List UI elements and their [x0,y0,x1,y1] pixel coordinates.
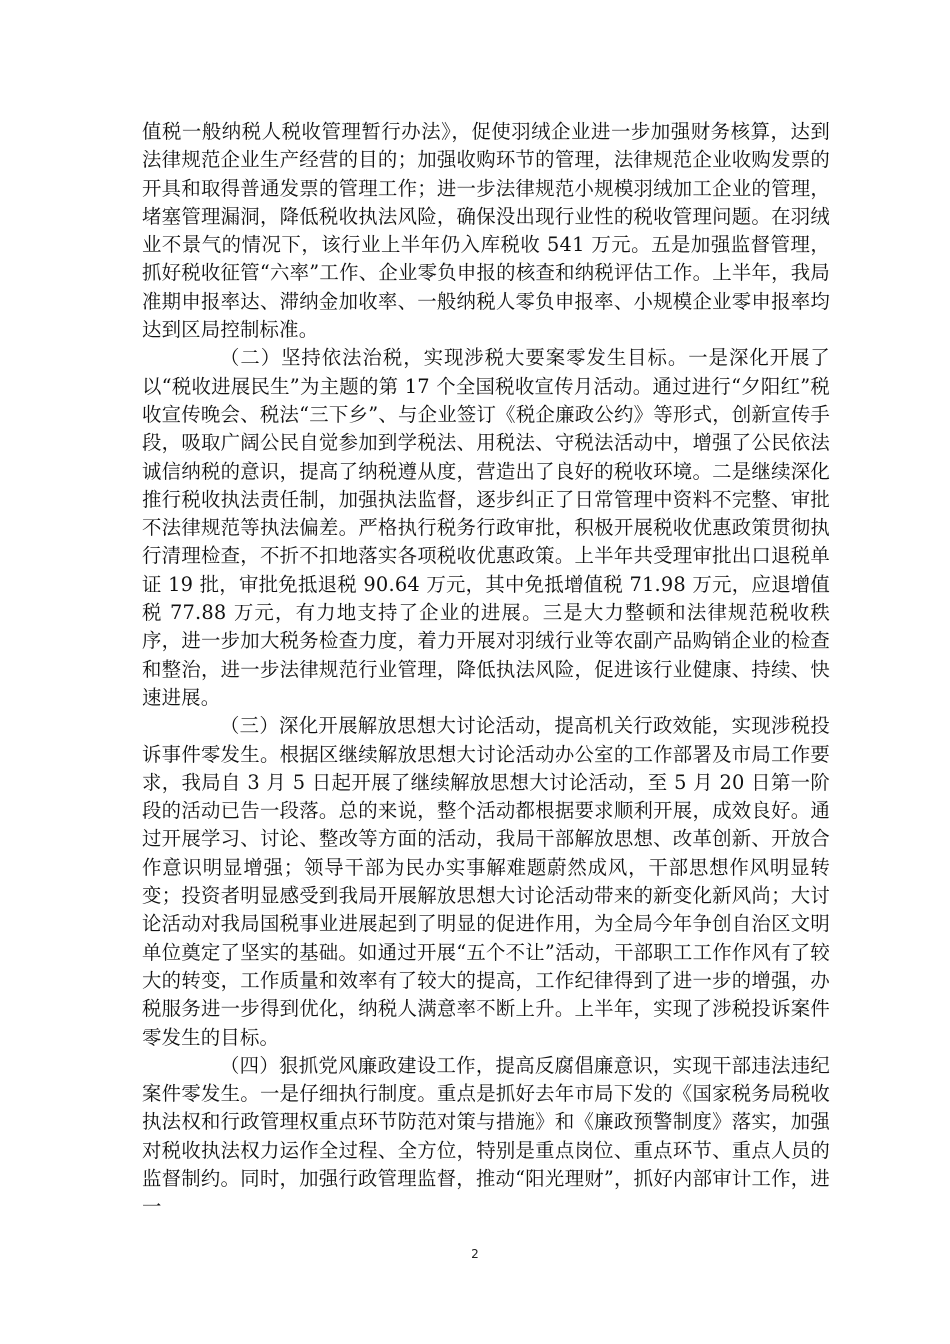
paragraph-continuation: 值税一般纳税人税收管理暂行办法》，促使羽绒企业进一步加强财务核算，达到法律规范企业生产经营的目的；加强收购环节的管理，法律规范企业收购发票的开具和取得普通发票的管理工作；进一步法律规范小规模羽绒加工企业的管理，堵塞管理漏洞，降低税收执法风险，确保没出现行业性的税收管理问题。在羽绒业不景气的情况下，该行业上半年仍入库税收 541 万元。五是加强监督管理，抓好税收征管“六率”工作、企业零负申报的核查和纳税评估工作。上半年，我局准期申报率达、滞纳金加收率、一般纳税人零负申报率、小规模企业零申报率均达到区局控制标准。 [142,120,830,342]
paragraph-section-3: （三）深化开展解放思想大讨论活动，提高机关行政效能，实现涉税投诉事件零发生。根据区继续解放思想大讨论活动办公室的工作部署及市局工作要求，我局自 3 月 5 日起开展了继续解放思想大讨论活动，至 5 月 20 日第一阶段的活动已告一段落。总的来说，整个活动都根据要求顺利开展，成效良好。通过开展学习、讨论、整改等方面的活动，我局干部解放思想、改革创新、开放合作意识明显增强；领导干部为民办实事解难题蔚然成风，干部思想作风明显转变；投资者明显感受到我局开展解放思想大讨论活动带来的新变化新风尚；大讨论活动对我局国税事业进展起到了明显的促进作用，为全局今年争创自治区文明单位奠定了坚实的基础。如通过开展“五个不让”活动，干部职工工作作风有了较大的转变，工作质量和效率有了较大的提高，工作纪律得到了进一步的增强，办税服务进一步得到优化，纳税人满意率不断上升。上半年，实现了涉税投诉案件零发生的目标。 [142,714,830,1049]
document-body [142,118,830,1222]
paragraph-section-2: （二）坚持依法治税，实现涉税大要案零发生目标。一是深化开展了以“税收进展民生”为主题的第 17 个全国税收宣传月活动。通过进行“夕阳红”税收宣传晚会、税法“三下乡”、与企业签订《税企廉政公约》等形式，创新宣传手段，吸取广阔公民自觉参加到学税法、用税法、守税法活动中，增强了公民依法诚信纳税的意识，提高了纳税遵从度，营造出了良好的税收环境。二是继续深化推行税收执法责任制，加强执法监督，逐步纠正了日常管理中资料不完整、审批不法律规范等执法偏差。严格执行税务行政审批，积极开展税收优惠政策贯彻执行清理检查，不折不扣地落实各项税收优惠政策。上半年共受理审批出口退税单证 19 批，审批免抵退税 90.64 万元，其中免抵增值税 71.98 万元，应退增值税 77.88 万元，有力地支持了企业的进展。三是大力整顿和法律规范税收秩序，进一步加大税务检查力度，着力开展对羽绒行业等农副产品购销企业的检查和整治，进一步法律规范行业管理，降低执法风险，促进该行业健康、持续、快速进展。 [142,346,830,709]
paragraph-section-4: （四）狠抓党风廉政建设工作，提高反腐倡廉意识，实现干部违法违纪案件零发生。一是仔细执行制度。重点是抓好去年市局下发的《国家税务局税收执法权和行政管理权重点环节防范对策与措施》和《廉政预警制度》落实，加强对税收执法权力运作全过程、全方位，特别是重点岗位、重点环节、重点人员的监督制约。同时，加强行政管理监督，推动“阳光理财”，抓好内部审计工作，进一 [142,1053,830,1219]
page-number: 2 [471,1247,479,1261]
